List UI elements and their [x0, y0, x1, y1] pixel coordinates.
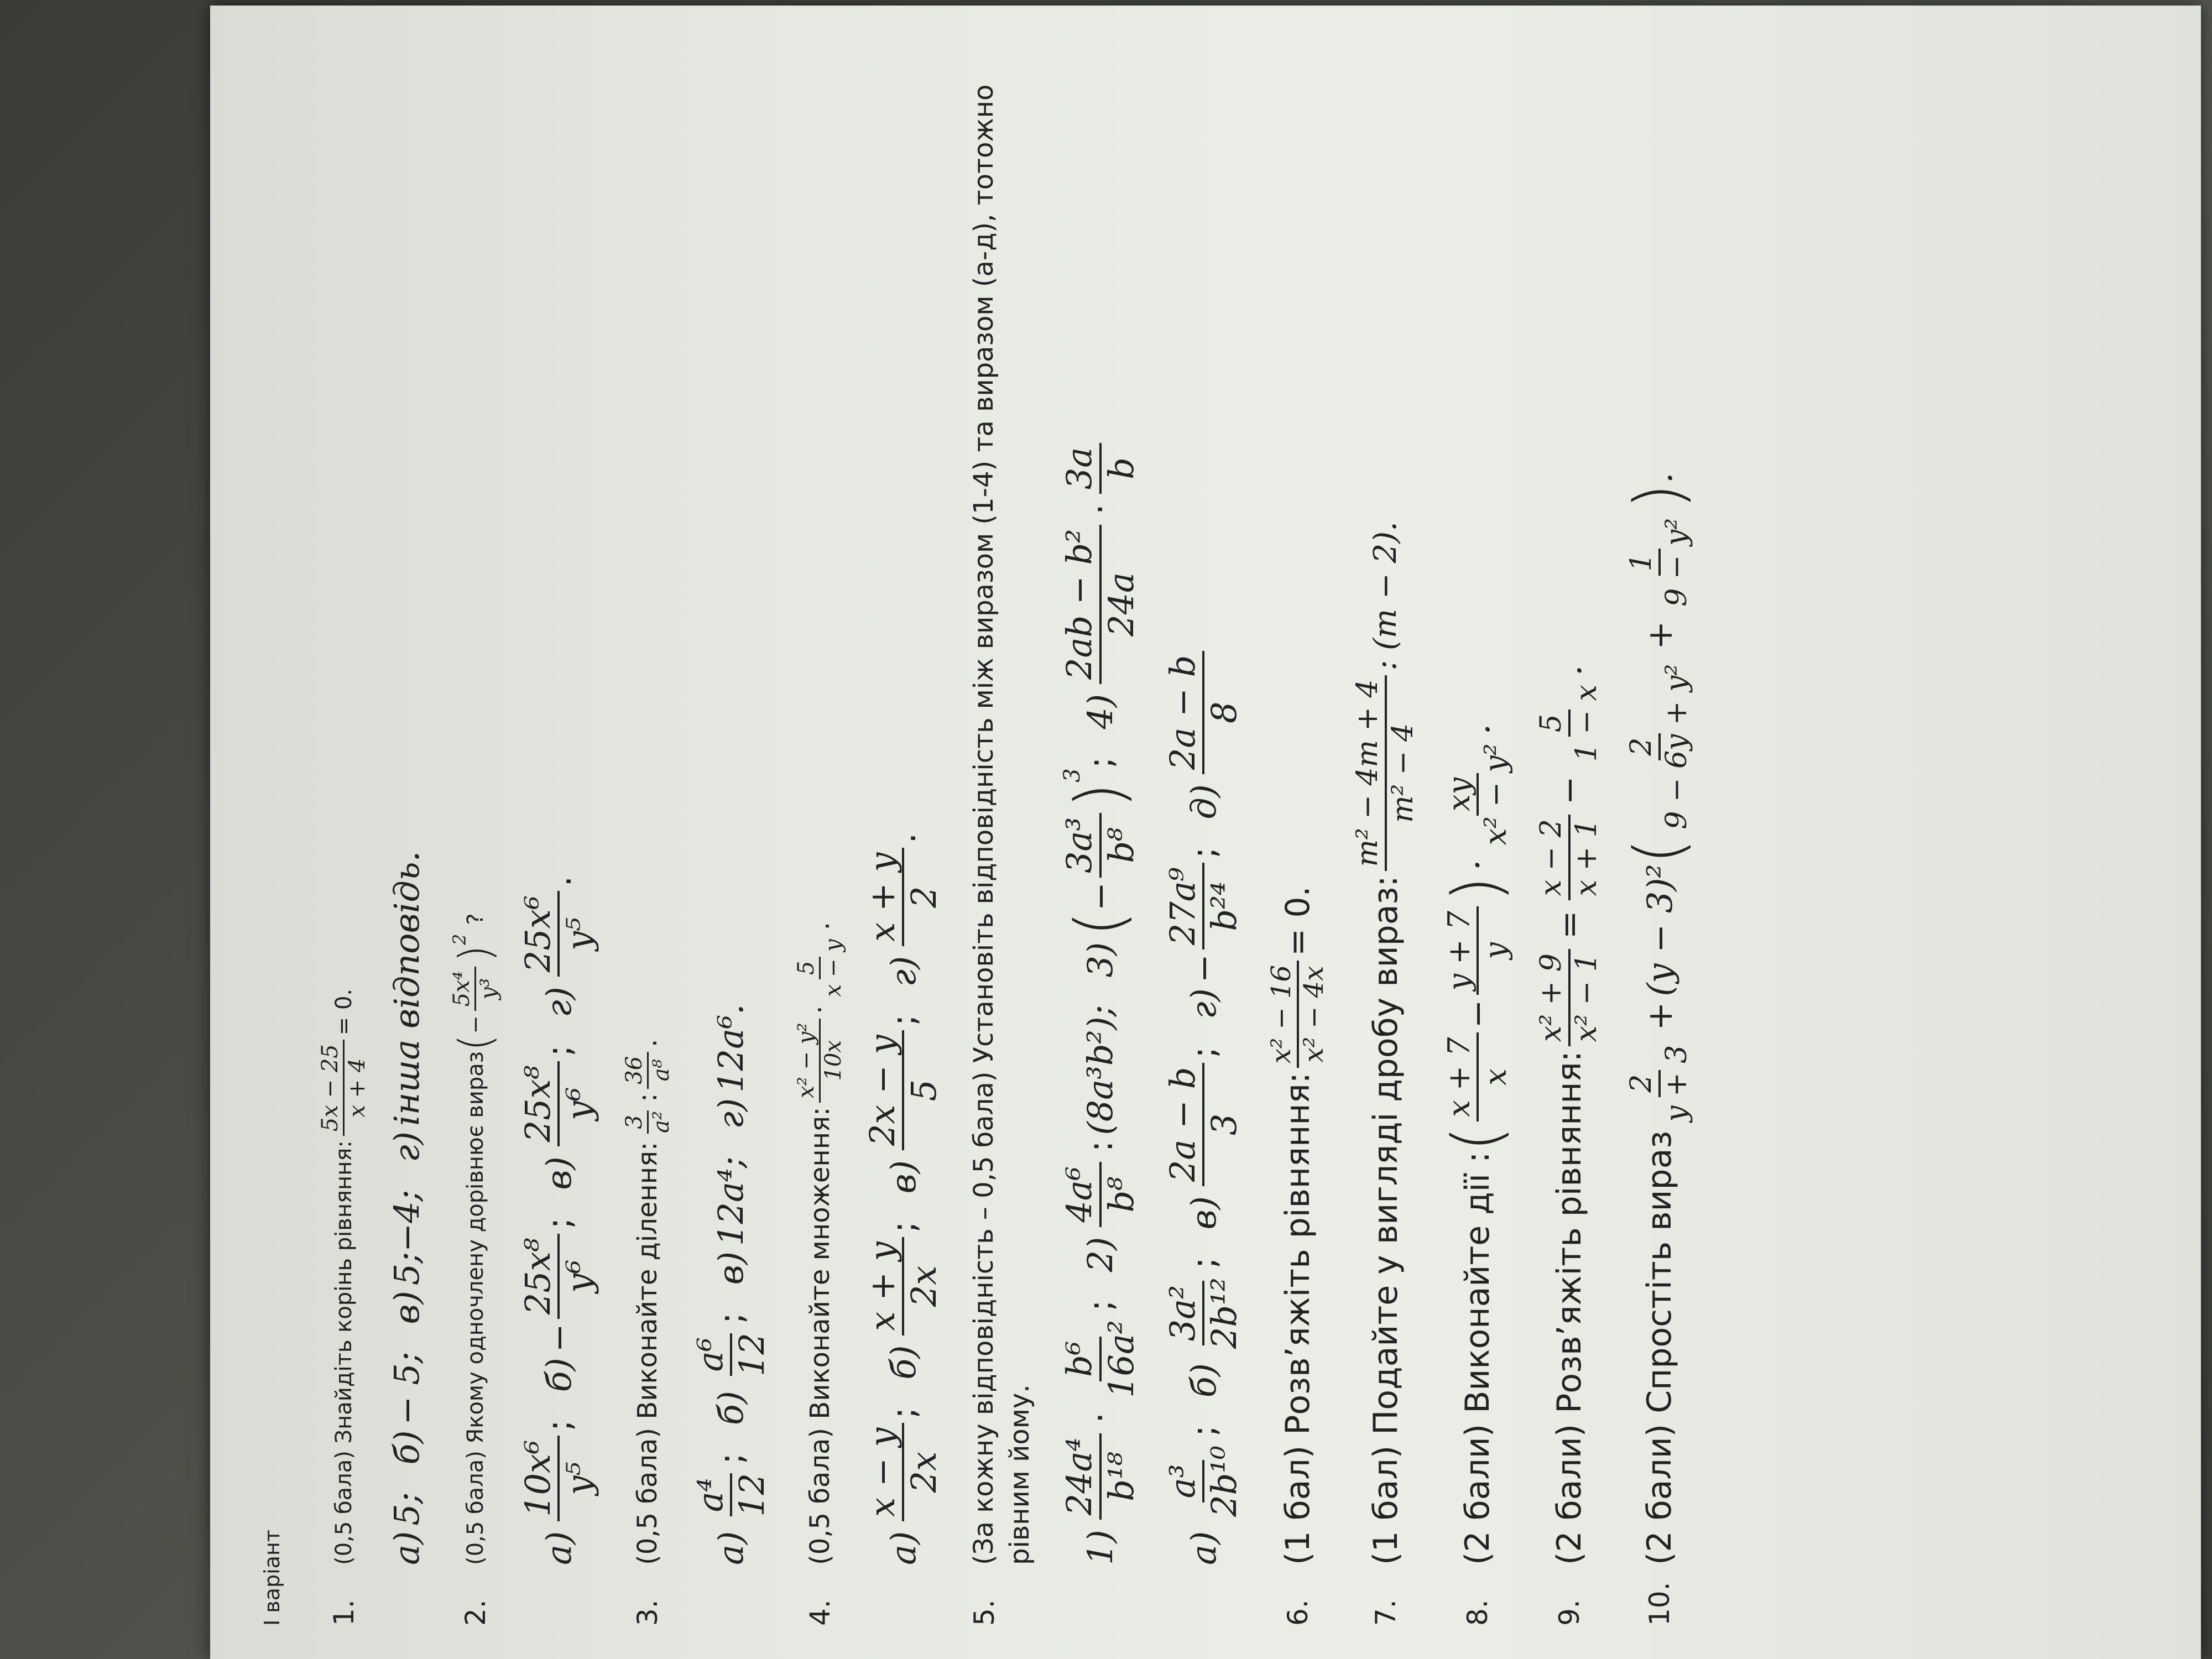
- task-8-prompt: (2 бали) Виконайте дії :: [1458, 1151, 1497, 1565]
- task-1-number: 1.: [327, 1599, 360, 1626]
- task-7-number: 7.: [1369, 1599, 1402, 1626]
- task-3-option-b: б) a⁶ 12 ;: [690, 1312, 772, 1426]
- task-5-answer-e: д) 2a − b 8: [1163, 646, 1244, 820]
- task-5-number: 5.: [968, 1599, 1000, 1626]
- task-6-number: 6.: [1281, 1599, 1314, 1626]
- task-4-number: 4.: [804, 1599, 836, 1626]
- task-1: 1. (0,5 бала) Знайдіть корінь рівняння: 5x − 25 x + 4 = 0.: [317, 988, 370, 1626]
- task-5-item-1: 1) 24a⁴ b¹⁸ · b⁶ 16a² ;: [1059, 1300, 1141, 1565]
- task-2-number: 2.: [459, 1599, 492, 1626]
- task-5: [966, 44, 1038, 1626]
- task-3-number: 3.: [632, 1599, 664, 1626]
- task-1-option-b: б) − 5;: [387, 1352, 427, 1465]
- task-5-item-2: 2) 4a⁶ b⁸ : (8a³b²);: [1059, 1005, 1141, 1272]
- task-3-option-c: в) 12a⁴;: [711, 1156, 752, 1285]
- task-2: 2. (0,5 бала) Якому одночлену дорівнює вираз ( − 5x⁴ y³ ) 2 ?: [449, 913, 502, 1626]
- task-9-number: 9.: [1553, 1599, 1585, 1626]
- task-4-option-a: а) x − y 2x ;: [862, 1407, 945, 1565]
- task-4: 4. (0,5 бала) Виконайте множення: x² − y² 10x · 5 x − y .: [794, 922, 847, 1626]
- task-2-options: [518, 44, 599, 1565]
- task-10: 10. (2 бали) Спростіть вираз 2 y + 3 + (y − 3)² ( 2 9 − 6y + y² + 1 9 − y² ) .: [1621, 472, 1698, 1626]
- task-5-answers: [1163, 44, 1244, 1565]
- task-4-option-b: б) x + y 2x ;: [862, 1221, 945, 1380]
- worksheet-paper: [210, 6, 2201, 1659]
- task-3: 3. (0,5 бала) Виконайте ділення: 3 a² : 36 a⁸ .: [621, 1039, 674, 1626]
- task-7: 7. (1 бал) Подайте у вигляді дробу вираз: m² − 4m + 4 m² − 4 : (m − 2).: [1350, 521, 1420, 1626]
- task-2-expression: 5x⁴ y³: [449, 967, 502, 1011]
- task-2-prompt: (0,5 бала) Якому одночлену дорівнює вираз: [462, 1051, 488, 1565]
- task-1-option-a: а) 5;: [387, 1492, 427, 1565]
- task-3-options: [691, 44, 772, 1565]
- task-4-options: [863, 44, 944, 1565]
- task-3-option-d: г) 12a⁶.: [711, 1004, 752, 1129]
- task-5-prompt: (За кожну відповідність – 0,5 бала) Установіть відповідність між виразом (1-4) та виразом (а-д), тотожно рівним йому.: [968, 84, 1035, 1565]
- task-1-options: [387, 44, 427, 1565]
- task-10-prompt: (2 бали) Спростіть вираз: [1640, 1130, 1679, 1565]
- task-1-option-d: г) інша відповідь.: [387, 851, 427, 1162]
- task-9-prompt: (2 бали) Розв’яжіть рівняння:: [1550, 1051, 1589, 1565]
- task-2-option-c: в) 25x⁸ y⁶ ;: [518, 1045, 600, 1190]
- task-5-answer-a: а) a³ 2b¹⁰ ;: [1162, 1425, 1245, 1565]
- task-3-option-a: а) a⁴ 12 ;: [690, 1453, 772, 1565]
- worksheet-content: [249, 44, 2184, 1626]
- task-9: 9. (2 бали) Розв’яжіть рівняння: x² + 9 x² − 1 = x − 2 x + 1 − 5 1 − x .: [1534, 665, 1603, 1626]
- task-6: 6. (1 бал) Розв’яжіть рівняння: x² − 16 x² − 4x = 0.: [1265, 886, 1329, 1626]
- task-5-answer-b: б) 3a² 2b¹² ;: [1162, 1257, 1245, 1398]
- task-1-equation: 5x − 25 x + 4: [317, 1040, 370, 1136]
- task-4-prompt: (0,5 бала) Виконайте множення:: [804, 1107, 836, 1565]
- task-2-option-b: б) − 25x⁸ y⁶ ;: [518, 1217, 600, 1392]
- task-8: 8. (2 бали) Виконайте дії : ( x + 7 x − y + 7 y ) · xy x² − y² .: [1438, 723, 1516, 1626]
- task-5-answer-d: г) − 27a⁹ b²⁴ ;: [1162, 847, 1245, 1019]
- task-4-option-c: в) 2x − y 5 ;: [862, 1014, 945, 1194]
- task-2-option-a: а) 10x⁶ y⁵ ;: [518, 1420, 600, 1565]
- task-1-prompt: (0,5 бала) Знайдіть корінь рівняння:: [331, 1140, 357, 1565]
- task-10-number: 10.: [1644, 1582, 1676, 1626]
- task-7-prompt: (1 бал) Подайте у вигляді дробу вираз:: [1366, 875, 1405, 1565]
- task-5-item-3: 3) ( − 3a³ b⁸ ) 3 ;: [1059, 757, 1141, 978]
- task-3-prompt: (0,5 бала) Виконайте ділення:: [632, 1141, 664, 1565]
- task-5-answer-c: в) 2a − b 3 ;: [1162, 1046, 1245, 1230]
- task-6-prompt: (1 бал) Розв’яжіть рівняння:: [1278, 1072, 1317, 1565]
- task-5-expressions: [1060, 44, 1141, 1565]
- task-2-option-d: г) 25x⁶ y⁵ .: [518, 875, 600, 1018]
- task-5-item-4: 4) 2ab − b² 24a · 3a b: [1060, 439, 1141, 729]
- variant-title: І варіант: [260, 1530, 284, 1626]
- task-4-option-d: г) x + y 2 .: [862, 832, 945, 987]
- task-1-option-c: в) 5;−4;: [387, 1190, 427, 1324]
- task-8-number: 8.: [1461, 1599, 1494, 1626]
